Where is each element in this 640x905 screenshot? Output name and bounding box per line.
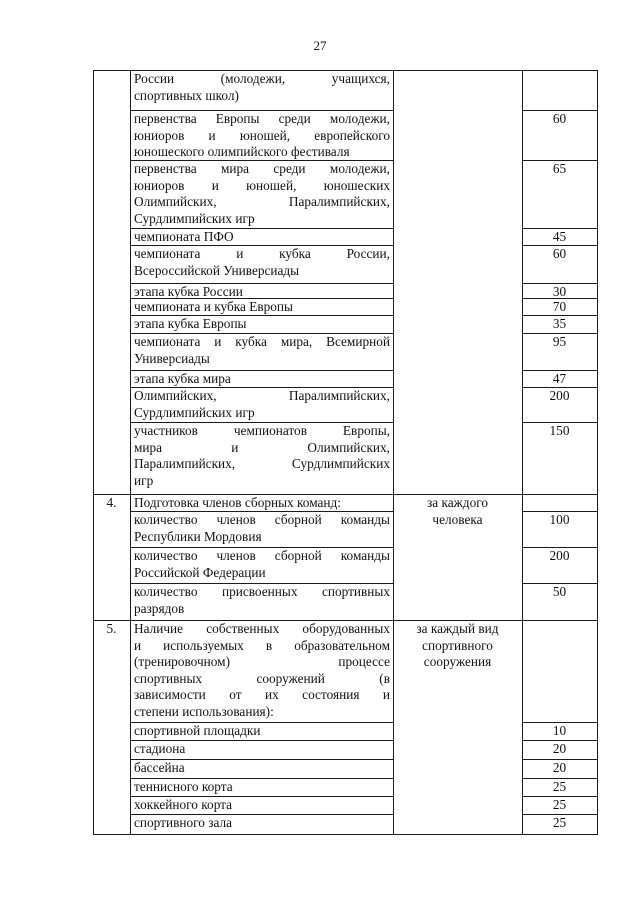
description-line: разрядов [134,600,185,616]
description-line: хоккейного корта [134,797,233,812]
row-rule-value-12 [522,494,598,495]
description-line: России (молодежи, учащихся, [134,71,390,86]
points-value: 10 [552,723,567,738]
description-line: Олимпийских, Паралимпийских, [134,194,390,209]
points-value: 20 [552,760,567,775]
description-line: Олимпийских, Паралимпийских, [134,388,390,403]
row-rule-value-23 [522,834,598,835]
points-value: 95 [552,334,567,349]
row-rule-value-16 [522,620,598,621]
points-value: 60 [552,246,567,261]
row-rule-value-0 [522,70,598,71]
points-value: 20 [552,741,567,756]
description-line: игр [134,472,154,488]
description-line: этапа кубка мира [134,371,231,386]
points-value: 150 [549,423,570,438]
description-line: юниоров и юношей, юношеских [134,177,390,193]
description-line: спортивной площадки [134,723,261,738]
unit-label-per-facility: сооружения [423,654,492,669]
description-line: и используемых в образовательном [134,637,390,653]
description-line: Российской Федерации [134,564,266,580]
description-line: Подготовка членов сборных команд: [134,495,341,510]
description-line: этапа кубка Европы [134,316,247,331]
description-line: Сурдлимпийских игр [134,404,255,420]
vertical-rule-4 [597,70,598,834]
description-line: чемпионата и кубка мира, Всемирной [134,334,390,349]
description-line: бассейна [134,760,185,775]
description-line: мира и Олимпийских, [134,439,390,455]
description-line: чемпионата и кубка России, [134,246,390,261]
description-line: степени использования): [134,703,274,719]
points-value: 200 [549,548,570,563]
points-value: 65 [552,161,567,176]
points-value: 45 [552,229,567,244]
points-value: 200 [549,388,570,403]
unit-label-per-person: человека [432,511,483,527]
vertical-rule-0 [93,70,94,834]
description-line: теннисного корта [134,779,233,794]
vertical-rule-3 [522,70,523,834]
points-value: 60 [552,111,567,126]
description-line: первенства мира среди молодежи, [134,161,390,176]
description-line: юниоров и юношей, европейского [134,127,390,143]
description-line: чемпионата и кубка Европы [134,299,293,314]
description-line: количество членов сборной команды [134,548,390,563]
description-line: первенства Европы среди молодежи, [134,111,390,126]
points-value: 25 [552,815,567,830]
description-line: количество присвоенных спортивных [134,584,390,599]
description-line: Всероссийской Универсиады [134,262,300,278]
description-line: Универсиады [134,350,210,366]
points-value: 47 [552,371,567,386]
unit-label-per-facility: за каждый вид [416,621,499,636]
description-line: участников чемпионатов Европы, [134,423,390,438]
description-line: Республики Мордовия [134,528,262,544]
description-line: количество членов сборной команды [134,512,390,527]
description-line: чемпионата ПФО [134,229,234,244]
points-value: 35 [552,316,567,331]
description-line: стадиона [134,741,186,756]
description-line: спортивных школ) [134,87,239,103]
description-line: спортивных сооружений (в [134,670,390,686]
description-line: этапа кубка России [134,284,243,299]
item-number: 5. [106,621,117,636]
points-value: 100 [549,512,570,527]
points-value: 25 [552,779,567,794]
vertical-rule-2 [393,70,394,834]
item-number: 4. [106,495,117,510]
points-value: 30 [552,284,567,299]
unit-label-per-person: за каждого [426,495,488,510]
points-value: 25 [552,797,567,812]
description-line: зависимости от их состояния и [134,687,390,702]
points-value: 50 [552,584,567,599]
page-number: 27 [313,38,327,53]
description-line: спортивного зала [134,815,233,830]
description-line: (тренировочном) процессе [134,654,390,669]
vertical-rule-1 [130,70,131,834]
description-line: юношеского олимпийского фестиваля [134,144,350,159]
unit-label-per-facility: спортивного [422,637,493,653]
description-line: Сурдлимпийских игр [134,210,255,226]
description-line: Паралимпийских, Сурдлимпийских [134,456,390,471]
points-value: 70 [552,299,567,314]
description-line: Наличие собственных оборудованных [134,621,390,636]
